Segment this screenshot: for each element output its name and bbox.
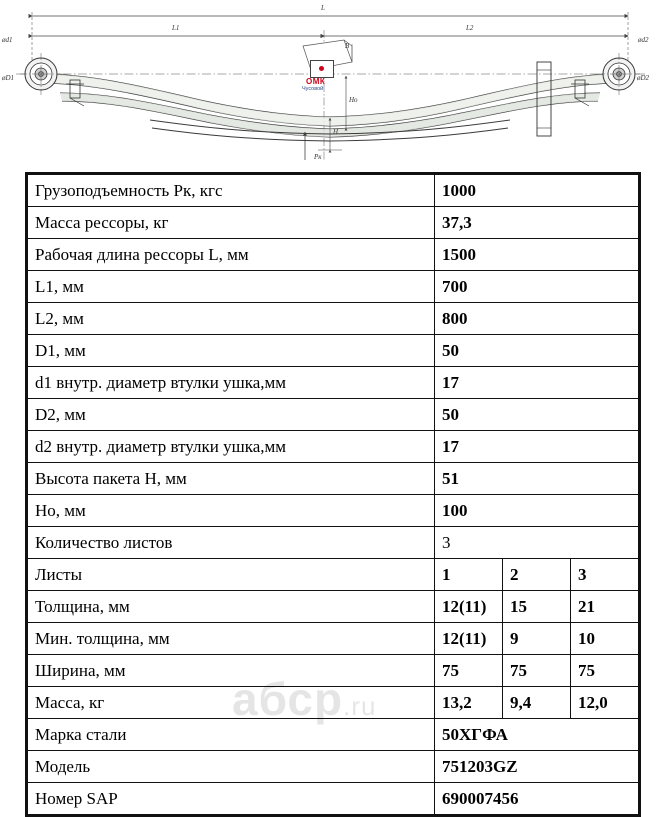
dim-label-H: H [333,128,339,136]
table-row [28,655,639,687]
leaf-spring-technical-drawing [0,0,660,168]
row-value-1: 12(11) [435,591,503,623]
row-label: Масса рессоры, кг [28,207,435,239]
row-value-1: 50ХГФА [435,719,639,751]
dim-label-d1: ød1 [2,36,13,44]
row-value-2: 2 [503,559,571,591]
row-value-1: 100 [435,495,639,527]
row-value-1: 800 [435,303,639,335]
specifications-table [25,172,641,817]
row-value-1: 17 [435,431,639,463]
row-value-2: 9 [503,623,571,655]
row-label: Номер SAP [28,783,435,815]
row-label: Мин. толщина, мм [28,623,435,655]
dim-label-D1: øD1 [2,74,15,82]
row-value-1: 75 [435,655,503,687]
row-label: D2, мм [28,399,435,431]
table-row [28,431,639,463]
row-label: Толщина, мм [28,591,435,623]
table-row [28,527,639,559]
row-value-1: 3 [435,527,639,559]
row-value-1: 50 [435,399,639,431]
dim-label-L1: L1 [172,24,180,32]
omk-logo-mark [310,60,334,78]
row-value-3: 75 [571,655,639,687]
row-value-1: 1000 [435,175,639,207]
table-row [28,719,639,751]
row-value-1: 50 [435,335,639,367]
row-label: Но, мм [28,495,435,527]
row-label: Ширина, мм [28,655,435,687]
row-value-1: 17 [435,367,639,399]
table-row [28,335,639,367]
row-label: Масса, кг [28,687,435,719]
table-row [28,239,639,271]
row-label: L2, мм [28,303,435,335]
row-label: Количество листов [28,527,435,559]
row-value-1: 37,3 [435,207,639,239]
row-label: Листы [28,559,435,591]
table-row [28,303,639,335]
omk-logo-brand: ОМК [306,77,326,86]
omk-logo-subtitle: Чусовой [302,86,324,92]
row-label: L1, мм [28,271,435,303]
row-value-1: 1 [435,559,503,591]
table-row [28,207,639,239]
table-row [28,751,639,783]
row-value-1: 751203GZ [435,751,639,783]
row-value-1: 690007456 [435,783,639,815]
dim-label-Pk: Рк [314,153,322,161]
dim-label-D2: øD2 [637,74,650,82]
row-label: D1, мм [28,335,435,367]
table-row [28,591,639,623]
row-label: Грузоподъемность Рк, кгс [28,175,435,207]
row-label: d2 внутр. диаметр втулки ушка,мм [28,431,435,463]
table-row [28,271,639,303]
dim-label-B: B [345,42,350,50]
dim-label-Ho: Hо [349,96,358,104]
table-row [28,687,639,719]
row-value-1: 700 [435,271,639,303]
row-value-1: 13,2 [435,687,503,719]
row-value-1: 1500 [435,239,639,271]
table-row [28,175,639,207]
row-label: Марка стали [28,719,435,751]
dim-label-L2: L2 [466,24,474,32]
table-row [28,495,639,527]
table-row [28,399,639,431]
table-row [28,623,639,655]
row-value-2: 75 [503,655,571,687]
watermark-text: абср [232,673,344,725]
row-value-3: 21 [571,591,639,623]
table-row [28,367,639,399]
omk-logo [300,44,356,96]
watermark-suffix: .ru [343,691,377,721]
row-label: Модель [28,751,435,783]
dim-label-L: L [321,4,325,12]
row-value-2: 9,4 [503,687,571,719]
row-label: Рабочая длина рессоры L, мм [28,239,435,271]
omk-logo-dot [319,66,324,71]
row-value-3: 10 [571,623,639,655]
row-label: d1 внутр. диаметр втулки ушка,мм [28,367,435,399]
row-label: Высота пакета Н, мм [28,463,435,495]
row-value-1: 51 [435,463,639,495]
dim-label-d2: ød2 [638,36,649,44]
row-value-1: 12(11) [435,623,503,655]
table-row [28,559,639,591]
specifications-table-body [28,175,639,815]
table-row [28,783,639,815]
table-row [28,463,639,495]
row-value-3: 3 [571,559,639,591]
row-value-2: 15 [503,591,571,623]
row-value-3: 12,0 [571,687,639,719]
